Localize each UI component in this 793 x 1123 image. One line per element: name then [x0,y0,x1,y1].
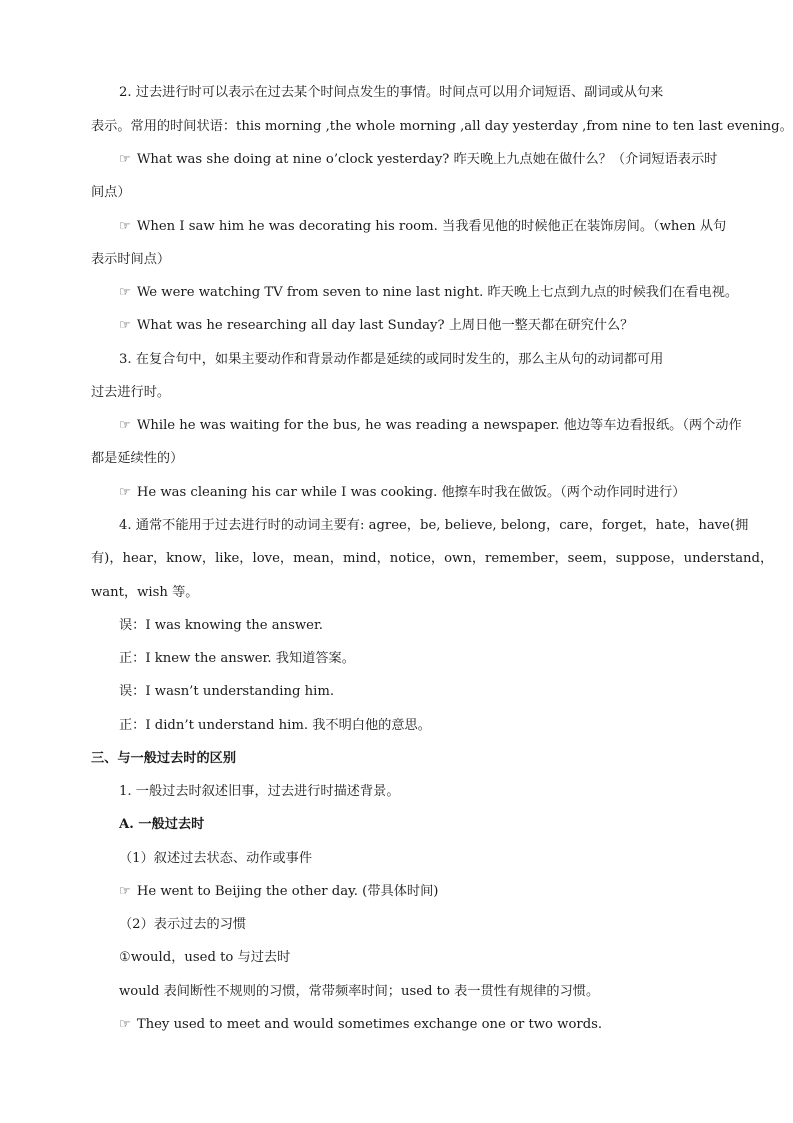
section-heading: 三、与一般过去时的区别 [91,751,237,766]
subheading-a: A. 一般过去时 [119,817,205,832]
paragraph-2-line-1: 2. 过去进行时可以表示在过去某个时间点发生的事情。时间点可以用介词短语、副词或从句来 [119,85,664,100]
example-line [119,883,739,901]
pointing-hand-icon: ☞ [119,485,131,500]
sub-item-circled-1: ①would，used to 与过去时 [119,950,291,965]
pointing-hand-icon: ☞ [119,1017,131,1032]
sub-point-2: （2）表示过去的习惯 [119,917,247,932]
paragraph-4-line-3: want，wish 等。 [91,585,199,600]
paragraph-3-line-1: 3. 在复合句中，如果主要动作和背景动作都是延续的或同时发生的，那么主从句的动词都可用 [119,352,664,367]
paragraph-3-line-2: 过去进行时。 [91,385,171,400]
example-text: What was she doing at nine o’clock yesterday? 昨天晚上九点她在做什么？（介词短语表示时 [136,152,718,167]
example-line [119,317,739,335]
example-text: They used to meet and would sometimes exchange one or two words. [136,1017,603,1032]
example-text: When I saw him he was decorating his room. 当我看见他的时候他正在装饰房间。（when 从句 [136,219,727,234]
pointing-hand-icon: ☞ [119,285,131,300]
example-text: He was cleaning his car while I was cooking. 他擦车时我在做饭。（两个动作同时进行） [136,485,686,500]
pointing-hand-icon: ☞ [119,152,131,167]
paragraph-4-line-2: 有)，hear，know，like，love，mean，mind，notice，own，remember，seem，suppose，understand， [91,551,774,566]
point-1: 1. 一般过去时叙述旧事，过去进行时描述背景。 [119,784,400,799]
example-line [119,151,739,169]
correct-example: 正：I didn’t understand him. 我不明白他的意思。 [119,718,431,733]
example-line [119,1016,739,1034]
example-continuation: 都是延续性的） [91,451,184,466]
example-text: What was he researching all day last Sunday? 上周日他一整天都在研究什么？ [136,318,634,333]
example-line [119,218,739,236]
pointing-hand-icon: ☞ [119,318,131,333]
example-text: We were watching TV from seven to nine last night. 昨天晚上七点到九点的时候我们在看电视。 [136,285,739,300]
example-continuation: 间点） [91,185,131,200]
example-text: He went to Beijing the other day. (带具体时间) [136,884,439,899]
example-line [119,484,739,502]
example-line [119,284,739,302]
sub-point-1: （1）叙述过去状态、动作或事件 [119,851,313,866]
correct-example: 正：I knew the answer. 我知道答案。 [119,651,355,666]
wrong-example: 误：I was knowing the answer. [119,618,323,633]
explanation-line: would 表间断性不规则的习惯，常带频率时间；used to 表一贯性有规律的习惯。 [119,984,600,999]
paragraph-2-line-2: 表示。常用的时间状语：this morning ,the whole morning ,all day yesterday ,from nine to ten last evening。 [91,119,793,134]
example-continuation: 表示时间点） [91,252,171,267]
example-text: While he was waiting for the bus, he was reading a newspaper. 他边等车边看报纸。（两个动作 [136,418,742,433]
pointing-hand-icon: ☞ [119,418,131,433]
pointing-hand-icon: ☞ [119,219,131,234]
example-line [119,417,742,435]
paragraph-4-line-1: 4. 通常不能用于过去进行时的动词主要有: agree，be, believe, belong，care，forget，hate，have(拥 [119,518,749,533]
pointing-hand-icon: ☞ [119,884,131,899]
wrong-example: 误：I wasn’t understanding him. [119,684,335,699]
